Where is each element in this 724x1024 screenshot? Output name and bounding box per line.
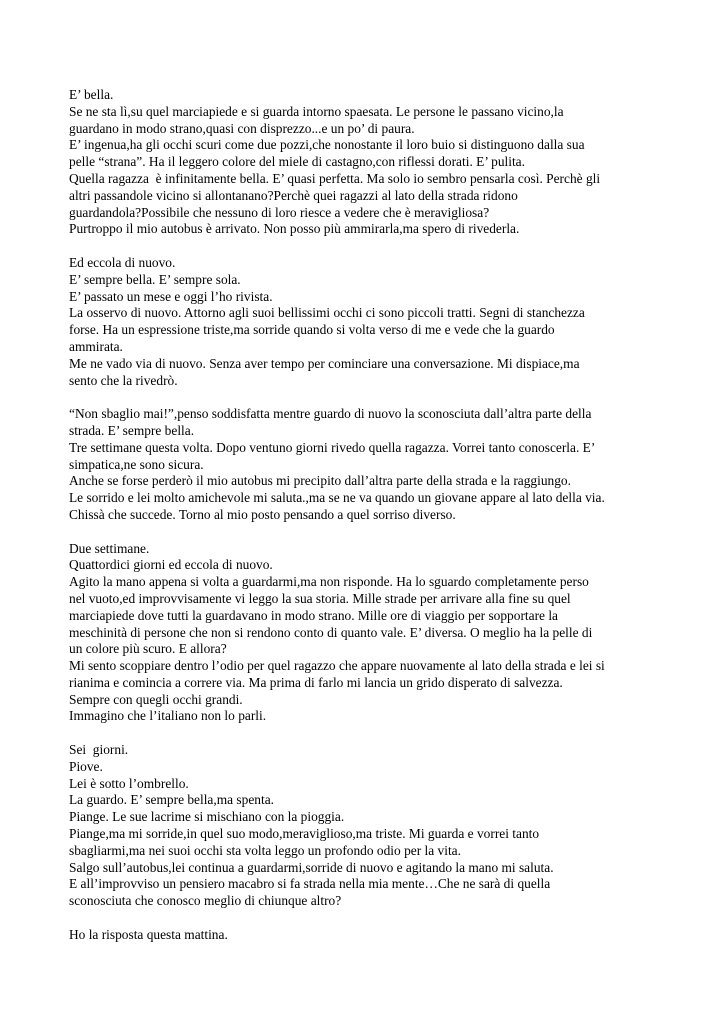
text-line: Piange. Le sue lacrime si mischiano con la pioggia. [69,809,345,825]
text-line: Anche se forse perderò il mio autobus mi precipito dall’altra parte della strada e la raggiungo. [69,473,571,489]
text-line: E’ ingenua,ha gli occhi scuri come due pozzi,che nonostante il loro buio si distinguono dalla sua [69,137,585,153]
text-line: sento che la rivedrò. [69,372,178,388]
text-line: Ho la risposta questa mattina. [69,926,228,942]
text-line: Purtroppo il mio autobus è arrivato. Non posso più ammirarla,ma spero di rivederla. [69,221,520,237]
paragraph-2 [69,255,669,389]
text-line: simpatica,ne sono sicura. [69,456,204,472]
text-line: E’ bella. [69,87,114,102]
text-line: un colore più scuro. E allora? [69,641,227,657]
paragraph-1 [69,87,669,238]
text-line: Chissà che succede. Torno al mio posto pensando a quel sorriso diverso. [69,506,456,522]
text-line: E’ passato un mese e oggi l’ho rivista. [69,288,273,304]
text-line: guardano in modo strano,quasi con disprezzo...e un po’ di paura. [69,120,415,136]
text-line: Mi sento scoppiare dentro l’odio per quel ragazzo che appare nuovamente al lato della strada e lei si [69,658,605,674]
text-line: rianima e comincia a correre via. Ma prima di farlo mi lancia un grido disperato di salvezza. [69,674,563,690]
text-line: Tre settimane questa volta. Dopo ventuno giorni rivedo quella ragazza. Vorrei tanto conoscerla. E’ [69,439,596,455]
text-line: strada. E’ sempre bella. [69,422,195,438]
text-line: Piange,ma mi sorride,in quel suo modo,meraviglioso,ma triste. Mi guarda e vorrei tanto [69,826,540,842]
text-line: guardandola?Possibile che nessuno di loro riesce a vedere che è meravigliosa? [69,204,490,220]
paragraph-6 [69,927,669,944]
document-page [69,87,669,960]
text-line: Piove. [69,758,103,774]
text-line: Salgo sull’autobus,lei continua a guardarmi,sorride di nuovo e agitando la mano mi saluta. [69,859,554,875]
text-line: Due settimane. [69,540,150,556]
text-line: “Non sbaglio mai!”,penso soddisfatta mentre guardo di nuovo la sconosciuta dall’altra parte della [69,406,592,422]
text-line: nel vuoto,ed improvvisamente vi leggo la sua storia. Mille strade per arrivare alla fine su quel [69,590,571,606]
text-line: La guardo. E’ sempre bella,ma spenta. [69,792,274,808]
text-line: Me ne vado via di nuovo. Senza aver tempo per cominciare una conversazione. Mi dispiace,ma [69,355,580,371]
text-line: Sei giorni. [69,742,129,758]
paragraph-5 [69,742,669,910]
text-line: Quella ragazza è infinitamente bella. E’ quasi perfetta. Ma solo io sembro pensarla così. Perchè gli [69,170,601,186]
text-line: Quattordici giorni ed eccola di nuovo. [69,557,273,573]
paragraph-4 [69,541,669,726]
text-line: sconosciuta che conosco meglio di chiunque altro? [69,893,342,909]
text-line: altri passandole vicino si allontanano?Perchè quei ragazzi al lato della strada ridono [69,187,518,203]
text-line: E all’improvviso un pensiero macabro si fa strada nella mia mente…Che ne sarà di quella [69,876,551,892]
text-line: ammirata. [69,338,123,354]
text-line: Lei è sotto l’ombrello. [69,775,189,791]
paragraph-3 [69,406,669,524]
text-line: Agito la mano appena si volta a guardarmi,ma non risponde. Ha lo sguardo completamente perso [69,574,589,590]
text-line: Se ne sta lì,su quel marciapiede e si guarda intorno spaesata. Le persone le passano vicino,la [69,103,564,119]
text-line: meschinità di persone che non si rendono conto di quanto vale. E’ diversa. O meglio ha la pelle di [69,624,593,640]
text-line: Ed eccola di nuovo. [69,254,176,270]
text-line: E’ sempre bella. E’ sempre sola. [69,271,241,287]
text-line: marciapiede dove tutti la guardavano in modo strano. Mille ore di viaggio per sopportare la [69,607,558,623]
text-line: pelle “strana”. Ha il leggero colore del miele di castagno,con riflessi dorati. E’ pulita. [69,154,525,170]
text-line: La osservo di nuovo. Attorno agli suoi bellissimi occhi ci sono piccoli tratti. Segni di stanchezza [69,305,585,321]
text-line: Immagino che l’italiano non lo parli. [69,708,267,724]
text-line: forse. Ha un espressione triste,ma sorride quando si volta verso di me e vede che la guardo [69,322,555,338]
text-line: Le sorrido e lei molto amichevole mi saluta.,ma se ne va quando un giovane appare al lato della via. [69,490,605,506]
text-line: sbagliarmi,ma nei suoi occhi sta volta leggo un profondo odio per la vita. [69,842,461,858]
text-line: Sempre con quegli occhi grandi. [69,691,243,707]
